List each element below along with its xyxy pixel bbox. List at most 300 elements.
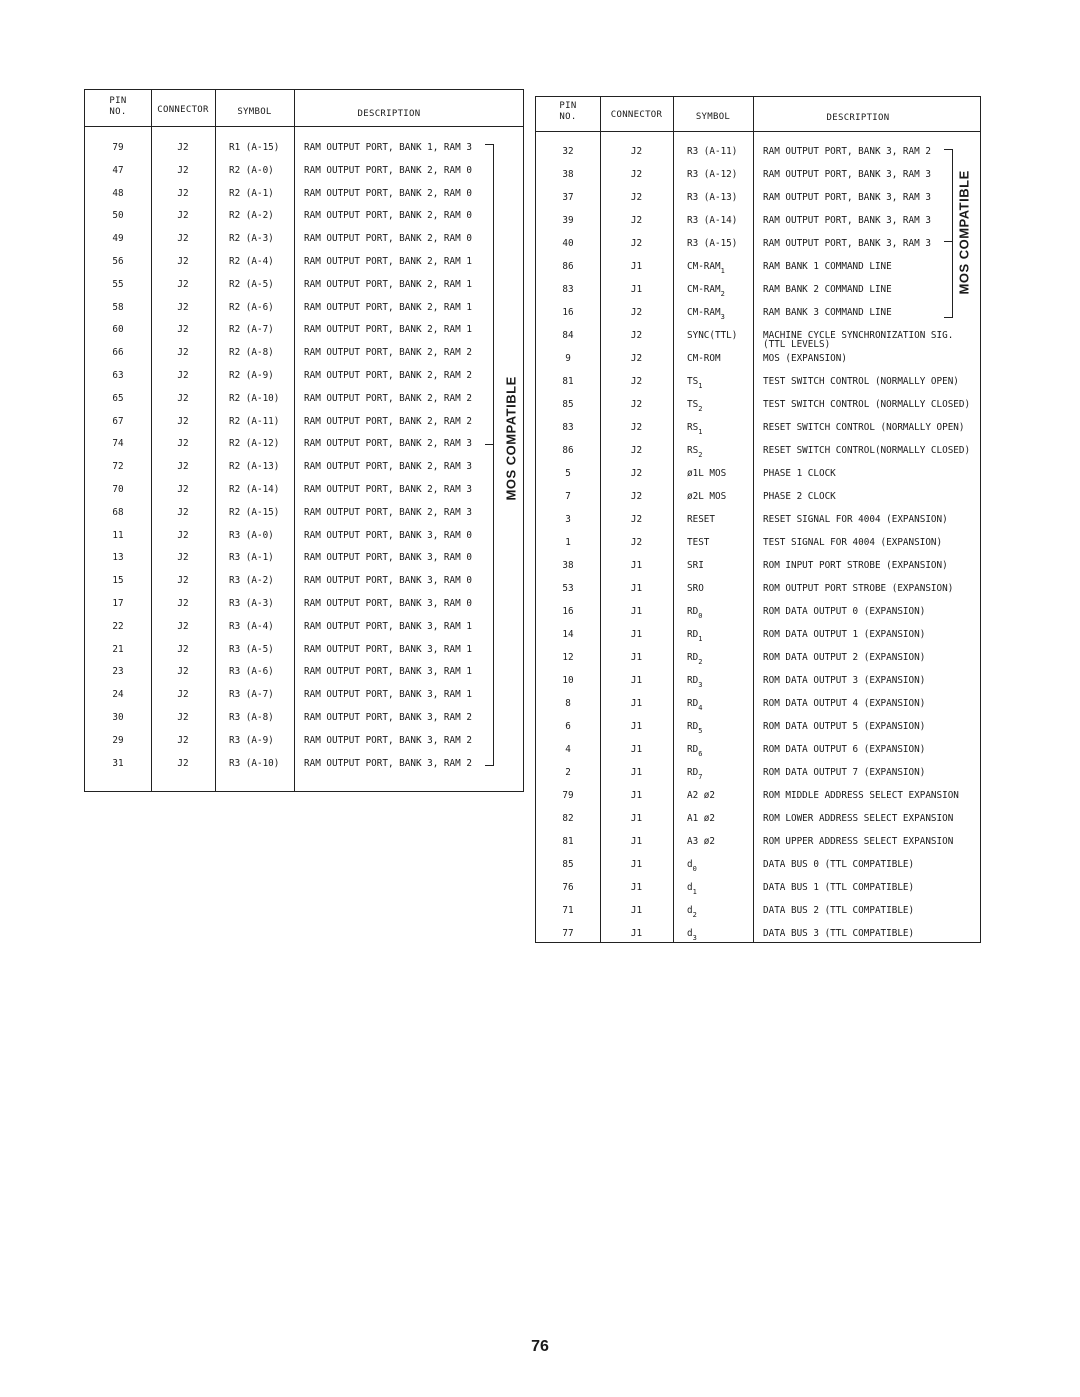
symbol-subscript: 0 xyxy=(698,612,703,620)
pin-number: 53 xyxy=(562,583,574,594)
symbol-subscript: 3 xyxy=(698,681,703,689)
table-row xyxy=(536,694,980,716)
symbol-text: R2 (A-13) xyxy=(229,461,280,473)
table-row xyxy=(85,366,523,388)
symbol-text: R2 (A-8) xyxy=(229,347,274,359)
pin-number: 72 xyxy=(112,461,124,473)
symbol-text: R2 (A-7) xyxy=(229,324,274,336)
symbol-text: RD xyxy=(687,652,699,663)
symbol xyxy=(687,790,715,801)
symbol-subscript: 1 xyxy=(698,382,703,390)
pin-number: 55 xyxy=(112,278,124,290)
symbol-text: R3 (A-3) xyxy=(229,598,274,609)
description: TEST SWITCH CONTROL (NORMALLY OPEN) xyxy=(763,376,959,387)
table-row xyxy=(536,464,980,486)
description: RAM OUTPUT PORT, BANK 2, RAM 2 xyxy=(304,392,472,404)
symbol xyxy=(687,744,703,758)
symbol-text: R2 (A-6) xyxy=(229,301,274,313)
pin-table-left xyxy=(84,89,524,792)
table-row xyxy=(536,372,980,394)
description: RAM OUTPUT PORT, BANK 2, RAM 1 xyxy=(304,256,472,267)
description: RAM OUTPUT PORT, BANK 2, RAM 0 xyxy=(304,233,472,245)
table-row xyxy=(536,602,980,624)
symbol-text: R2 (A-11) xyxy=(229,415,280,427)
connector: J1 xyxy=(630,928,643,939)
table-row xyxy=(536,165,980,187)
description: RAM OUTPUT PORT, BANK 3, RAM 1 xyxy=(304,643,472,655)
table-row xyxy=(85,343,523,365)
table-row xyxy=(536,280,980,302)
pin-number: 40 xyxy=(562,238,574,249)
pin-number: 79 xyxy=(112,142,124,153)
symbol xyxy=(687,905,697,919)
pin-number: 16 xyxy=(562,307,574,318)
table-row xyxy=(85,184,523,206)
table-row xyxy=(85,389,523,411)
pin-number: 31 xyxy=(112,757,124,769)
symbol-text: R2 (A-14) xyxy=(229,484,280,495)
header-pin: PIN NO. xyxy=(559,101,577,122)
pin-number: 71 xyxy=(562,905,574,916)
pin-number: 58 xyxy=(112,301,124,313)
symbol-text: CM-RAM xyxy=(687,261,721,272)
description: ROM DATA OUTPUT 3 (EXPANSION) xyxy=(763,675,926,686)
description: MOS (EXPANSION) xyxy=(763,353,847,364)
table-row xyxy=(85,320,523,342)
table-row xyxy=(536,533,980,555)
symbol xyxy=(229,302,274,313)
symbol-subscript: 5 xyxy=(698,727,703,735)
table-row xyxy=(85,640,523,662)
symbol-subscript: 6 xyxy=(698,750,703,758)
table-row xyxy=(536,257,980,279)
symbol-text: R2 (A-15) xyxy=(229,506,280,518)
pin-number: 48 xyxy=(112,187,124,199)
pin-number: 63 xyxy=(112,370,124,381)
description: ROM DATA OUTPUT 0 (EXPANSION) xyxy=(763,606,926,617)
table-row xyxy=(536,234,980,256)
symbol xyxy=(229,416,279,427)
table-row xyxy=(85,138,523,160)
symbol xyxy=(687,468,726,479)
description: RAM OUTPUT PORT, BANK 2, RAM 2 xyxy=(304,347,472,359)
pin-number: 74 xyxy=(112,438,124,450)
symbol xyxy=(687,629,703,643)
pin-number: 47 xyxy=(112,164,124,176)
description: RAM OUTPUT PORT, BANK 1, RAM 3 xyxy=(304,142,472,153)
connector: J2 xyxy=(177,392,189,404)
connector: J2 xyxy=(630,330,643,341)
description: RAM OUTPUT PORT, BANK 3, RAM 0 xyxy=(304,575,472,587)
connector: J2 xyxy=(177,164,189,176)
description: ROM OUTPUT PORT STROBE (EXPANSION) xyxy=(763,583,954,594)
pin-number: 6 xyxy=(565,721,571,732)
pin-number: 8 xyxy=(565,698,571,709)
table-row xyxy=(536,901,980,923)
symbol xyxy=(229,712,274,723)
description: ROM DATA OUTPUT 2 (EXPANSION) xyxy=(763,652,926,663)
symbol xyxy=(687,399,703,413)
pin-number: 65 xyxy=(112,392,124,404)
bracket-bottom xyxy=(485,444,494,766)
table-row xyxy=(85,252,523,274)
table-row xyxy=(536,832,980,854)
pin-number: 85 xyxy=(562,859,574,870)
symbol xyxy=(687,284,725,298)
connector: J1 xyxy=(630,675,643,686)
pin-number: 15 xyxy=(112,575,124,587)
pin-number: 67 xyxy=(112,415,124,427)
symbol xyxy=(687,353,721,364)
pin-number: 49 xyxy=(112,233,124,245)
symbol xyxy=(687,652,703,666)
symbol-text: RS xyxy=(687,422,699,433)
symbol xyxy=(229,689,274,700)
connector: J1 xyxy=(630,698,643,709)
table-row xyxy=(85,754,523,776)
symbol xyxy=(687,698,703,712)
description: RAM OUTPUT PORT, BANK 3, RAM 3 xyxy=(763,169,931,180)
table-row xyxy=(536,924,980,946)
description: RAM BANK 3 COMMAND LINE xyxy=(763,307,892,318)
description: DATA BUS 2 (TTL COMPATIBLE) xyxy=(763,905,915,916)
connector: J2 xyxy=(177,278,189,290)
connector: J2 xyxy=(177,484,189,495)
pin-number: 11 xyxy=(112,529,124,541)
symbol xyxy=(687,445,703,459)
pin-number: 82 xyxy=(562,813,574,824)
description: ROM LOWER ADDRESS SELECT EXPANSION xyxy=(763,813,954,824)
table-row xyxy=(85,434,523,456)
symbol-text: RD xyxy=(687,721,699,732)
description: ROM DATA OUTPUT 6 (EXPANSION) xyxy=(763,744,926,755)
connector: J2 xyxy=(630,537,643,548)
connector: J2 xyxy=(177,324,189,336)
symbol-text: TEST xyxy=(687,537,710,548)
connector: J2 xyxy=(177,598,189,609)
description: RAM OUTPUT PORT, BANK 2, RAM 1 xyxy=(304,324,472,336)
description: RAM OUTPUT PORT, BANK 2, RAM 3 xyxy=(304,438,472,450)
connector: J2 xyxy=(177,256,189,267)
symbol-subscript: 3 xyxy=(720,313,725,321)
symbol xyxy=(687,583,704,594)
connector: J2 xyxy=(177,415,189,427)
connector: J1 xyxy=(630,813,643,824)
pin-number: 32 xyxy=(562,146,574,157)
table-row xyxy=(536,855,980,877)
connector: J2 xyxy=(630,169,643,180)
symbol xyxy=(229,233,274,244)
connector: J2 xyxy=(177,575,189,587)
connector: J2 xyxy=(630,399,643,410)
description: RAM OUTPUT PORT, BANK 3, RAM 1 xyxy=(304,689,472,701)
pin-number: 38 xyxy=(562,560,574,571)
symbol xyxy=(687,330,737,341)
description: PHASE 1 CLOCK xyxy=(763,468,836,479)
pin-number: 9 xyxy=(565,353,571,364)
table-row xyxy=(536,556,980,578)
table-row xyxy=(85,548,523,570)
pin-number: 24 xyxy=(112,689,124,701)
symbol-text: ø2L MOS xyxy=(687,491,727,502)
symbol xyxy=(229,552,274,563)
pin-number: 38 xyxy=(562,169,574,180)
table-row xyxy=(85,206,523,228)
symbol xyxy=(687,261,725,275)
symbol-text: R3 (A-1) xyxy=(229,552,274,564)
description: RESET SWITCH CONTROL(NORMALLY CLOSED) xyxy=(763,445,971,456)
connector: J1 xyxy=(630,652,643,663)
symbol xyxy=(687,813,715,824)
table-row xyxy=(536,763,980,785)
symbol xyxy=(229,370,274,381)
symbol-text: R2 (A-2) xyxy=(229,210,274,222)
pin-number: 81 xyxy=(562,836,574,847)
pin-number: 86 xyxy=(562,445,574,456)
connector: J2 xyxy=(177,301,189,313)
symbol-text: R2 (A-9) xyxy=(229,370,274,381)
table-row xyxy=(85,298,523,320)
symbol-text: RS xyxy=(687,445,699,456)
symbol xyxy=(229,666,274,677)
pin-number: 3 xyxy=(565,514,571,525)
symbol-text: RD xyxy=(687,675,699,686)
connector: J2 xyxy=(177,689,189,701)
symbol-text: R2 (A-4) xyxy=(229,256,274,267)
description: PHASE 2 CLOCK xyxy=(763,491,836,502)
pin-number: 12 xyxy=(562,652,574,663)
connector: J2 xyxy=(177,233,189,245)
symbol xyxy=(229,530,274,541)
table-row xyxy=(536,188,980,210)
description: RAM OUTPUT PORT, BANK 2, RAM 3 xyxy=(304,461,472,473)
symbol-text: RD xyxy=(687,629,699,640)
connector: J1 xyxy=(630,905,643,916)
symbol xyxy=(687,606,703,620)
symbol xyxy=(229,438,279,449)
symbol xyxy=(687,514,715,525)
connector: J2 xyxy=(630,422,643,433)
description: RAM OUTPUT PORT, BANK 2, RAM 0 xyxy=(304,164,472,176)
symbol xyxy=(687,146,737,157)
description-line2: (TTL LEVELS) xyxy=(763,339,831,350)
table-row xyxy=(536,786,980,808)
connector: J2 xyxy=(177,757,189,769)
pin-number: 83 xyxy=(562,422,574,433)
table-row xyxy=(85,662,523,684)
description: RAM OUTPUT PORT, BANK 3, RAM 0 xyxy=(304,552,472,564)
description: RAM OUTPUT PORT, BANK 2, RAM 2 xyxy=(304,415,472,427)
description: ROM UPPER ADDRESS SELECT EXPANSION xyxy=(763,836,954,847)
pin-number: 4 xyxy=(565,744,571,755)
pin-number: 10 xyxy=(562,675,574,686)
header-pin: PIN NO. xyxy=(109,96,127,117)
symbol-text: R3 (A-8) xyxy=(229,712,274,723)
table-row xyxy=(85,685,523,707)
connector: J1 xyxy=(630,284,643,295)
symbol xyxy=(687,376,703,390)
symbol-subscript: 1 xyxy=(692,888,697,896)
pin-number: 29 xyxy=(112,734,124,746)
table-row xyxy=(536,395,980,417)
symbol xyxy=(229,758,279,769)
symbol xyxy=(229,142,279,153)
connector: J2 xyxy=(177,620,189,632)
description: RAM OUTPUT PORT, BANK 2, RAM 1 xyxy=(304,301,472,313)
symbol-subscript: 4 xyxy=(698,704,703,712)
symbol-text: SRO xyxy=(687,583,704,594)
table-row xyxy=(536,809,980,831)
symbol-subscript: 2 xyxy=(698,405,703,413)
table-row xyxy=(85,229,523,251)
description: RAM OUTPUT PORT, BANK 2, RAM 1 xyxy=(304,278,472,290)
symbol-text: TS xyxy=(687,376,699,387)
symbol xyxy=(229,575,274,586)
symbol xyxy=(229,279,274,290)
connector: J2 xyxy=(630,146,643,157)
description: ROM DATA OUTPUT 4 (EXPANSION) xyxy=(763,698,926,709)
symbol xyxy=(229,484,279,495)
connector: J2 xyxy=(177,142,189,153)
table-row xyxy=(536,717,980,739)
symbol xyxy=(229,347,274,358)
description: DATA BUS 1 (TTL COMPATIBLE) xyxy=(763,882,915,893)
connector: J2 xyxy=(630,353,643,364)
description: RAM BANK 1 COMMAND LINE xyxy=(763,261,892,272)
symbol xyxy=(687,560,704,571)
symbol-subscript: 2 xyxy=(720,290,725,298)
table-row xyxy=(85,457,523,479)
table-row xyxy=(85,617,523,639)
description: ROM DATA OUTPUT 5 (EXPANSION) xyxy=(763,721,926,732)
pin-number: 77 xyxy=(562,928,574,939)
table-row xyxy=(536,625,980,647)
mos-compatible-label-right: MOS COMPATIBLE xyxy=(956,170,972,295)
header-description: DESCRIPTION xyxy=(826,113,890,123)
table-row xyxy=(536,349,980,371)
symbol xyxy=(687,767,703,781)
header-symbol: SYMBOL xyxy=(237,107,272,117)
bracket-bottom xyxy=(944,241,953,318)
description: RAM OUTPUT PORT, BANK 3, RAM 2 xyxy=(763,146,931,157)
symbol xyxy=(229,735,274,746)
connector: J1 xyxy=(630,560,643,571)
connector: J2 xyxy=(630,514,643,525)
description: DATA BUS 3 (TTL COMPATIBLE) xyxy=(763,928,915,939)
connector: J2 xyxy=(177,210,189,222)
symbol-text: RD xyxy=(687,606,699,617)
table-row xyxy=(536,510,980,532)
table-row xyxy=(536,648,980,670)
description: RESET SIGNAL FOR 4004 (EXPANSION) xyxy=(763,514,948,525)
symbol-text: SYNC(TTL) xyxy=(687,330,738,341)
pin-number: 21 xyxy=(112,643,124,655)
pin-number: 39 xyxy=(562,215,574,226)
symbol xyxy=(229,256,274,267)
symbol xyxy=(687,859,697,873)
symbol xyxy=(229,507,279,518)
symbol-text: R3 (A-6) xyxy=(229,666,274,678)
symbol-text: R3 (A-0) xyxy=(229,529,274,541)
connector: J2 xyxy=(177,712,189,723)
symbol-text: R3 (A-5) xyxy=(229,643,274,655)
pin-number: 86 xyxy=(562,261,574,272)
symbol xyxy=(229,621,274,632)
pin-number: 22 xyxy=(112,620,124,632)
symbol-subscript: 2 xyxy=(692,911,697,919)
table-row xyxy=(85,503,523,525)
description: RAM BANK 2 COMMAND LINE xyxy=(763,284,892,295)
connector: J2 xyxy=(177,438,189,450)
symbol-text: R3 (A-12) xyxy=(687,169,738,180)
symbol-text: CM-ROM xyxy=(687,353,721,364)
symbol-text: RD xyxy=(687,767,699,778)
connector: J2 xyxy=(630,468,643,479)
table-row xyxy=(85,731,523,753)
pin-number: 83 xyxy=(562,284,574,295)
table-row xyxy=(536,740,980,762)
description: RAM OUTPUT PORT, BANK 2, RAM 0 xyxy=(304,187,472,199)
symbol-subscript: 0 xyxy=(692,865,697,873)
connector: J2 xyxy=(630,445,643,456)
connector: J1 xyxy=(630,790,643,801)
symbol xyxy=(687,192,737,203)
header-symbol: SYMBOL xyxy=(695,112,731,122)
symbol-subscript: 7 xyxy=(698,773,703,781)
table-row xyxy=(85,526,523,548)
pin-number: 56 xyxy=(112,256,124,267)
description: RAM OUTPUT PORT, BANK 3, RAM 0 xyxy=(304,598,472,609)
symbol-text: R3 (A-7) xyxy=(229,689,274,701)
symbol-text: CM-RAM xyxy=(687,284,721,295)
description: RAM OUTPUT PORT, BANK 2, RAM 3 xyxy=(304,506,472,518)
description: RAM OUTPUT PORT, BANK 3, RAM 3 xyxy=(763,238,931,249)
symbol xyxy=(229,393,279,404)
mos-compatible-label-left: MOS COMPATIBLE xyxy=(503,376,519,501)
description: TEST SWITCH CONTROL (NORMALLY CLOSED) xyxy=(763,399,971,410)
table-row xyxy=(536,418,980,440)
description: RAM OUTPUT PORT, BANK 3, RAM 2 xyxy=(304,712,472,723)
symbol xyxy=(687,169,737,180)
description: DATA BUS 0 (TTL COMPATIBLE) xyxy=(763,859,915,870)
connector: J2 xyxy=(630,376,643,387)
table-row xyxy=(536,326,980,348)
connector: J1 xyxy=(630,261,643,272)
symbol-text: R3 (A-2) xyxy=(229,575,274,587)
symbol-text: d xyxy=(687,905,693,916)
description: ROM MIDDLE ADDRESS SELECT EXPANSION xyxy=(763,790,959,801)
pin-number: 23 xyxy=(112,666,124,678)
symbol-text: R2 (A-3) xyxy=(229,233,274,245)
pin-number: 70 xyxy=(112,484,124,495)
symbol-text: R2 (A-12) xyxy=(229,438,280,450)
description: ROM DATA OUTPUT 1 (EXPANSION) xyxy=(763,629,926,640)
description: TEST SIGNAL FOR 4004 (EXPANSION) xyxy=(763,537,943,548)
symbol xyxy=(229,165,274,176)
symbol-text: R3 (A-14) xyxy=(687,215,738,226)
description: ROM DATA OUTPUT 7 (EXPANSION) xyxy=(763,767,926,778)
pin-number: 84 xyxy=(562,330,574,341)
symbol xyxy=(687,422,703,436)
table-row xyxy=(85,571,523,593)
symbol-text: RD xyxy=(687,698,699,709)
description: RAM OUTPUT PORT, BANK 3, RAM 0 xyxy=(304,529,472,541)
table-row xyxy=(85,708,523,730)
symbol-text: R2 (A-0) xyxy=(229,164,274,176)
symbol-text: A2 ø2 xyxy=(687,790,715,801)
symbol-text: A1 ø2 xyxy=(687,813,715,824)
symbol xyxy=(229,188,274,199)
